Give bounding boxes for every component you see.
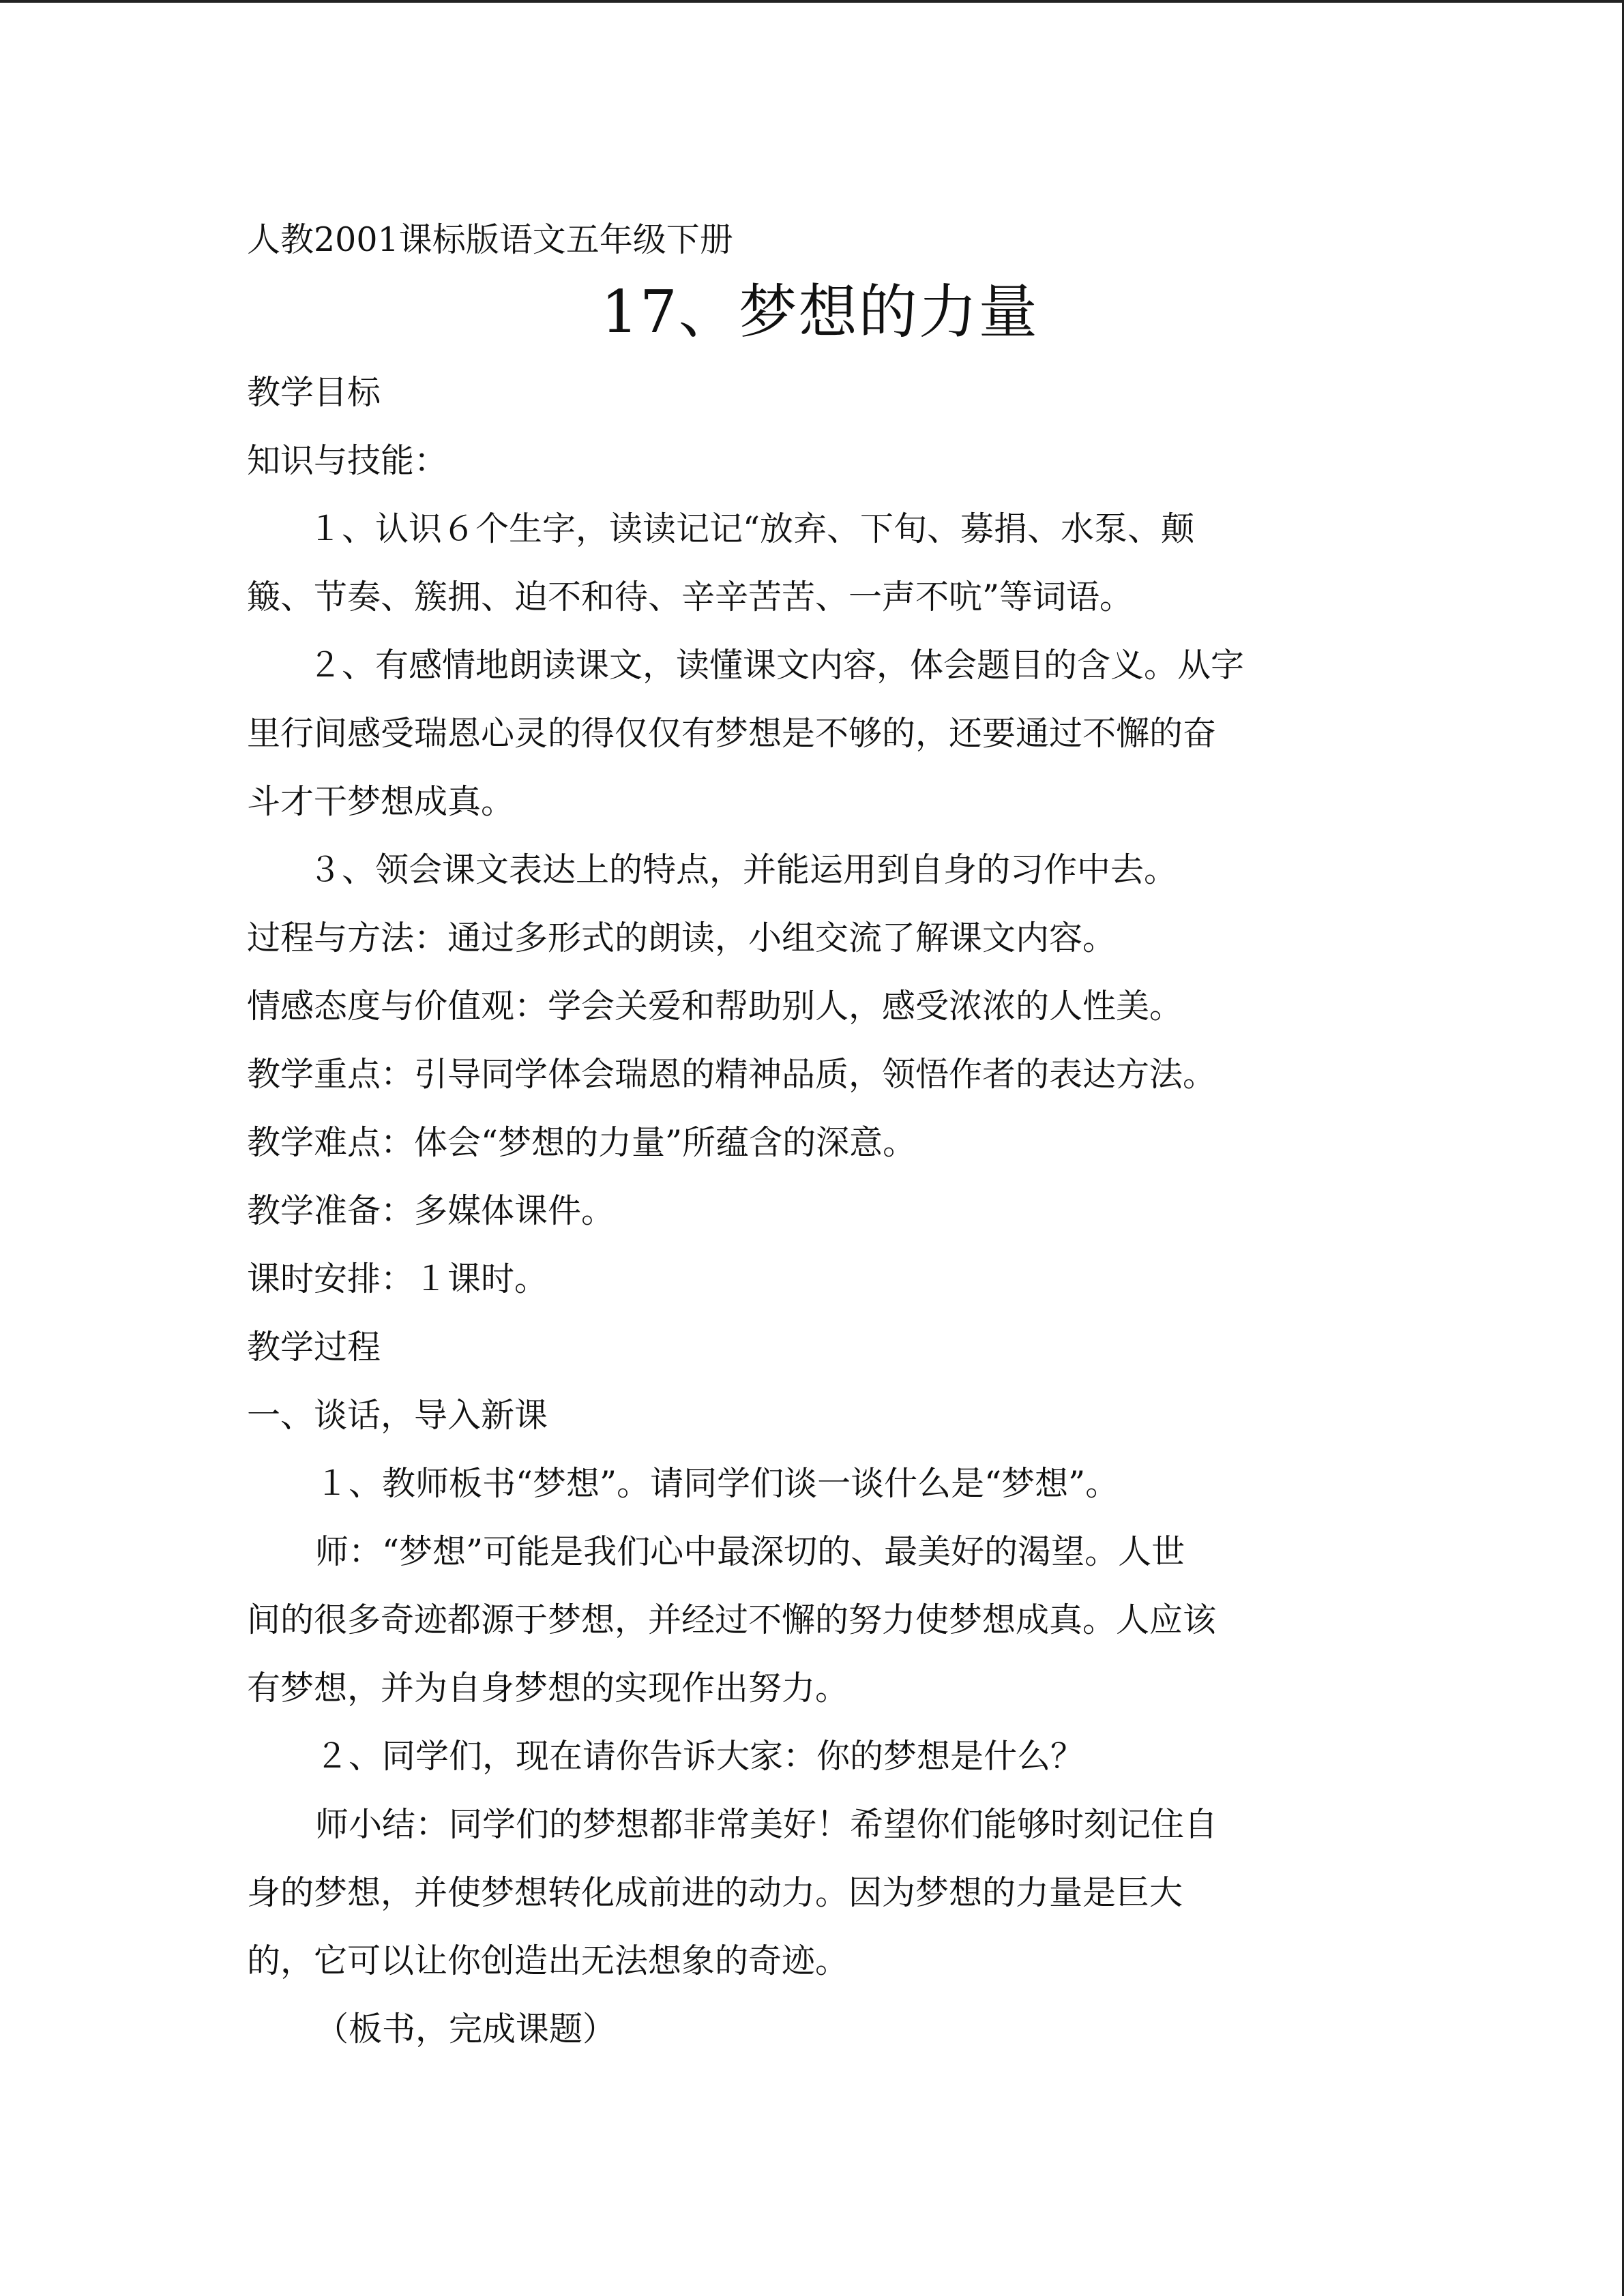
paragraph-line: 教学重点：引导同学体会瑞恩的精神品质，领悟作者的表达方法。 <box>247 1055 1217 1094</box>
paragraph-line: １、教师板书“梦想”。请同学们谈一谈什么是“梦想”。 <box>315 1464 1119 1503</box>
paragraph-line: ２、有感情地朗读课文，读懂课文内容，体会题目的含义。从字 <box>308 646 1245 685</box>
paragraph-line: 课时安排：１课时。 <box>247 1259 548 1298</box>
paragraph-line: ２、同学们，现在请你告诉大家：你的梦想是什么？ <box>315 1737 1084 1776</box>
paragraph-line: 师：“梦想”可能是我们心中最深切的、最美好的渴望。人世 <box>315 1532 1185 1571</box>
paragraph-line: 教学准备：多媒体课件。 <box>247 1191 615 1230</box>
subheading-intro: 一、谈话，导入新课 <box>247 1396 548 1435</box>
document-title: 17、梦想的力量 <box>601 278 1039 346</box>
paragraph-line: 有梦想，并为自身梦想的实现作出努力。 <box>247 1669 849 1708</box>
paragraph-line: 的，它可以让你创造出无法想象的奇迹。 <box>247 1941 849 1980</box>
paragraph-line: 簸、节奏、簇拥、迫不和待、辛辛苦苦、一声不吭”等词语。 <box>247 578 1134 616</box>
paragraph-line: （板书，完成课题） <box>315 2010 617 2048</box>
subheading-knowledge-skills: 知识与技能： <box>247 441 448 480</box>
paragraph-line: 过程与方法：通过多形式的朗读，小组交流了解课文内容。 <box>247 919 1117 957</box>
paragraph-line: 里行间感受瑞恩心灵的得仅仅有梦想是不够的，还要通过不懈的奋 <box>247 714 1217 753</box>
section-heading-teaching-process: 教学过程 <box>247 1328 381 1367</box>
paragraph-line: 斗才干梦想成真。 <box>247 782 515 821</box>
section-heading-teaching-goals: 教学目标 <box>247 373 381 412</box>
paragraph-line: 身的梦想，并使梦想转化成前进的动力。因为梦想的力量是巨大 <box>247 1873 1183 1912</box>
paragraph-line: 师小结：同学们的梦想都非常美好！希望你们能够时刻记住自 <box>315 1805 1218 1844</box>
document-page <box>247 213 1393 2063</box>
paragraph-line: 间的很多奇迹都源于梦想，并经过不懈的努力使梦想成真。人应该 <box>247 1600 1217 1639</box>
paragraph-line: 教学难点：体会“梦想的力量”所蕴含的深意。 <box>247 1123 917 1162</box>
paragraph-line: 情感态度与价值观：学会关爱和帮助别人，感受浓浓的人性美。 <box>247 987 1183 1026</box>
top-border-rule <box>0 0 1624 3</box>
paragraph-line: ３、领会课文表达上的特点，并能运用到自身的习作中去。 <box>308 850 1178 889</box>
document-header: 人教2001课标版语文五年级下册 <box>247 220 733 259</box>
paragraph-line: １、认识６个生字，读读记记“放弃、下旬、募捐、水泵、颠 <box>308 509 1195 548</box>
